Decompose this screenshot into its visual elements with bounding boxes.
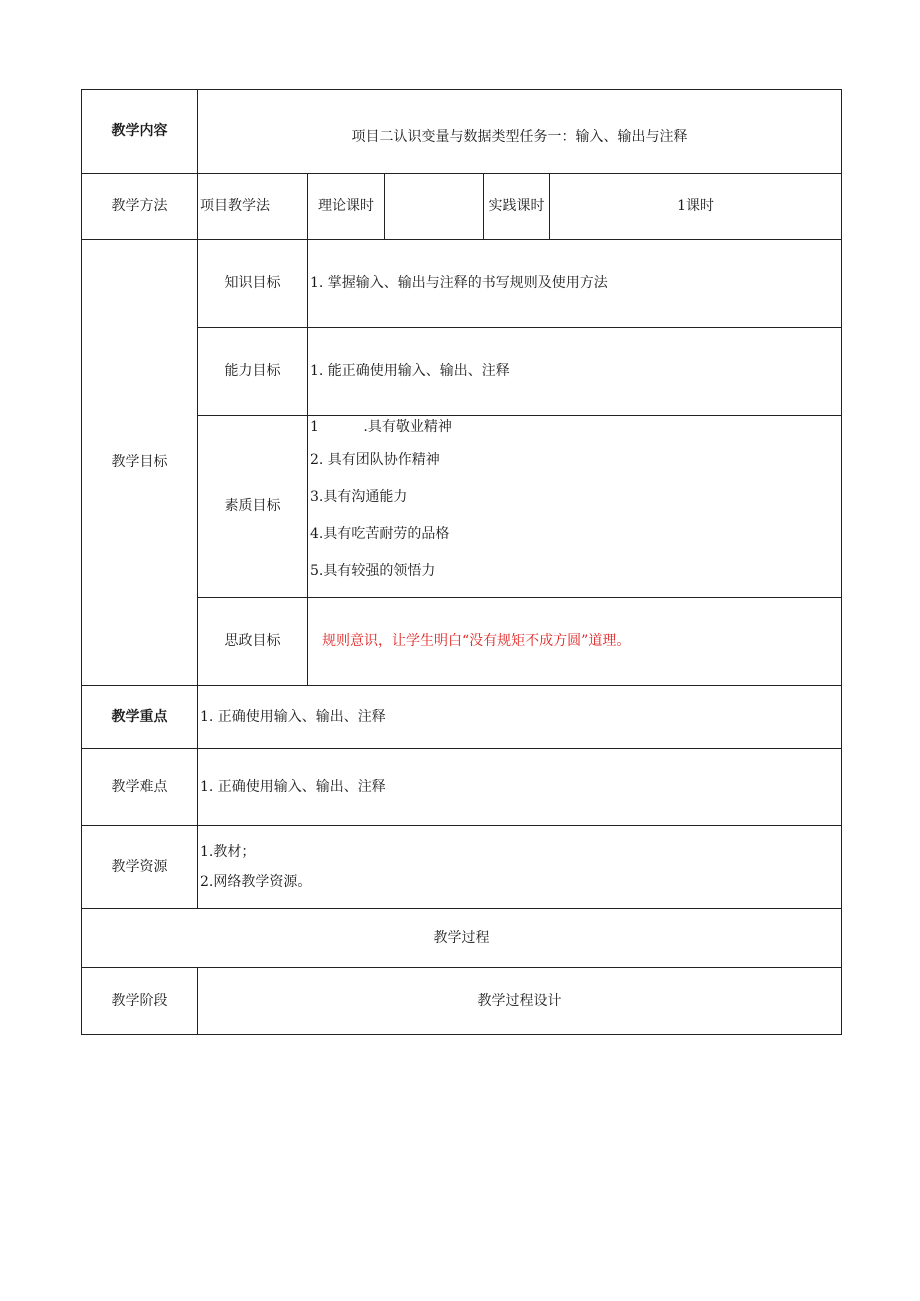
practice-hours-value: 1课时 [550,174,842,240]
process-design-label: 教学过程设计 [198,968,842,1035]
ability-objective-value: 1. 能正确使用输入、输出、注释 [308,328,842,416]
key-points-label: 教学重点 [82,686,198,749]
row-knowledge-objective [82,240,842,328]
teaching-plan-table [81,89,842,1035]
quality-item: 5.具有较强的领悟力 [310,563,436,579]
method-label: 教学方法 [82,174,198,240]
row-difficulties [82,749,842,826]
resources-label: 教学资源 [82,826,198,909]
resource-item: 1.教材； [200,844,256,860]
ability-objective-label: 能力目标 [198,328,308,416]
row-process-title [82,909,842,968]
quality-objective-list [308,416,842,598]
process-title: 教学过程 [82,909,842,968]
row-key-points [82,686,842,749]
row-resources [82,826,842,909]
difficulties-value: 1. 正确使用输入、输出、注释 [198,749,842,826]
resources-list [198,826,842,909]
row-content [82,90,842,174]
resource-item: 2.网络教学资源。 [200,874,312,890]
difficulties-label: 教学难点 [82,749,198,826]
row-method [82,174,842,240]
method-value: 项目教学法 [198,174,308,240]
objectives-label: 教学目标 [82,240,198,686]
stage-label: 教学阶段 [82,968,198,1035]
key-points-value: 1. 正确使用输入、输出、注释 [198,686,842,749]
practice-hours-label: 实践课时 [484,174,550,240]
knowledge-objective-value: 1. 掌握输入、输出与注释的书写规则及使用方法 [308,240,842,328]
row-process-header [82,968,842,1035]
quality-item: 4.具有吃苦耐劳的品格 [310,526,450,542]
knowledge-objective-label: 知识目标 [198,240,308,328]
quality-item: 1 .具有敬业精神 [310,419,452,435]
quality-item: 3.具有沟通能力 [310,489,408,505]
content-value: 项目二认识变量与数据类型任务一：输入、输出与注释 [198,90,842,174]
quality-objective-label: 素质目标 [198,416,308,598]
content-label: 教学内容 [82,90,198,174]
ideology-objective-label: 思政目标 [198,598,308,686]
ideology-objective-value: 规则意识，让学生明白“没有规矩不成方圆”道理。 [308,598,842,686]
theory-hours-label: 理论课时 [308,174,385,240]
quality-item: 2. 具有团队协作精神 [310,452,440,468]
theory-hours-value [385,174,484,240]
